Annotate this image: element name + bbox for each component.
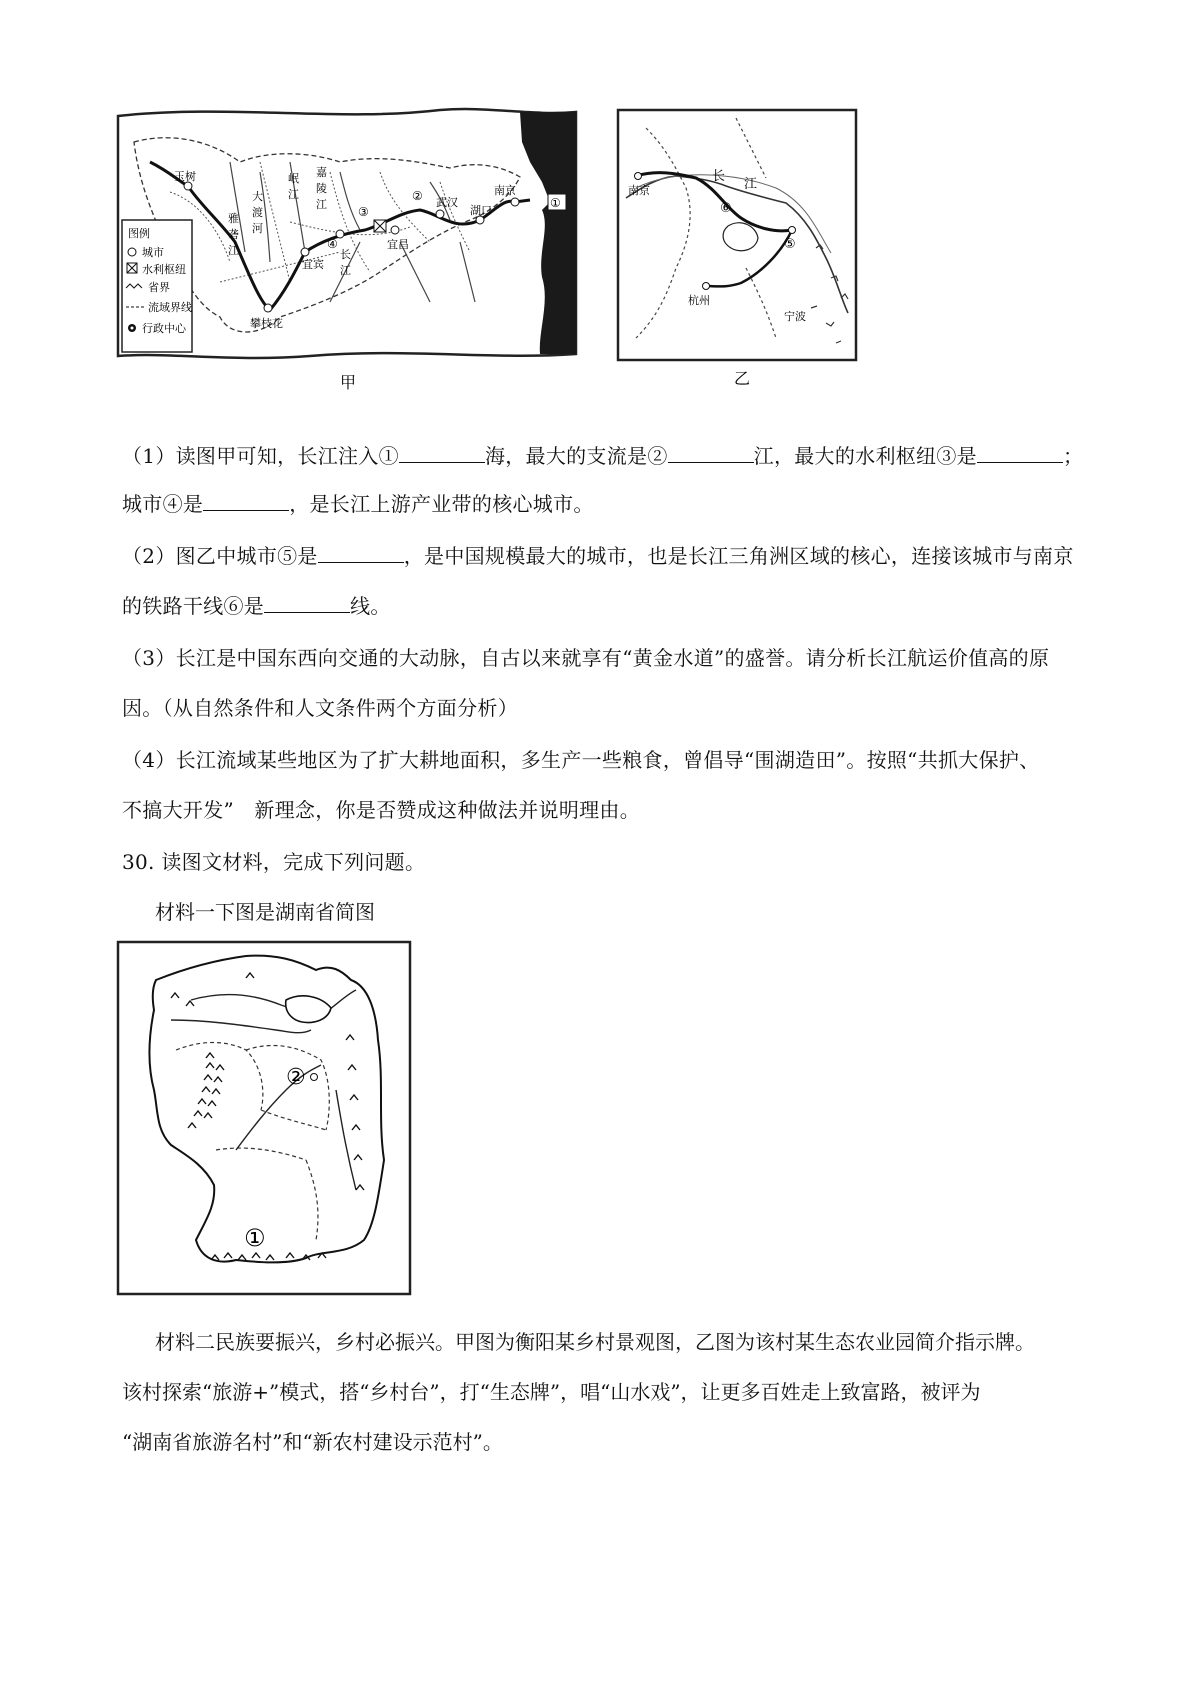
label-hangzhou: 杭州 xyxy=(688,294,710,307)
label-nanjing-jia: 南京 xyxy=(494,184,516,197)
legend-basin: 流域界线 xyxy=(148,301,192,314)
label-jiang: 江 xyxy=(744,177,758,192)
label-panzhihua: 攀枝花 xyxy=(250,317,283,330)
river-char-jiang-4: 江 xyxy=(340,264,351,277)
q3-line2: 因。（从自然条件和人文条件两个方面分析） xyxy=(122,696,518,720)
city-2-dot xyxy=(311,1074,318,1081)
q3-line1: （3）长江是中国东西向交通的大动脉，自古以来就享有“黄金水道”的盛誉。请分析长江航运价值高的原 xyxy=(122,646,1050,670)
city-nanjing-jia xyxy=(511,198,519,206)
river-char-jiang-2: 江 xyxy=(288,188,299,201)
material2-line1: 材料二民族要振兴，乡村必振兴。甲图为衡阳某乡村景观图，乙图为该村某生态农业园简介指示牌。 xyxy=(155,1330,1035,1354)
map-yi xyxy=(616,108,864,390)
city-yibin xyxy=(301,248,309,256)
material1-title: 材料一下图是湖南省简图 xyxy=(155,900,375,924)
city-yichang xyxy=(391,226,399,234)
q2-text-c: 的铁路干线⑥是 xyxy=(122,594,265,618)
river-char-ya: 雅 xyxy=(228,212,239,225)
city-nanjing-yi xyxy=(635,173,642,180)
river-char-da: 大 xyxy=(252,190,263,203)
q2-text-b: ，是中国规模最大的城市，也是长江三角洲区域的核心，连接该城市与南京 xyxy=(403,544,1074,568)
label-yichang: 宜昌 xyxy=(387,238,409,251)
answer-blank-sea[interactable] xyxy=(399,444,485,463)
river-char-he: 河 xyxy=(252,222,263,235)
river-char-du: 渡 xyxy=(252,206,263,219)
city-hukou xyxy=(476,216,484,224)
answer-blank-city5[interactable] xyxy=(318,544,404,563)
hunan-map xyxy=(116,940,414,1298)
admin-symbol-dot xyxy=(131,327,134,330)
caption-yi: 乙 xyxy=(734,369,751,388)
q30-heading: 30. 读图文材料，完成下列问题。 xyxy=(122,850,426,874)
q2-text-a: （2）图乙中城市⑤是 xyxy=(122,544,318,568)
marker-6: ⑥ xyxy=(720,201,732,216)
q1-text-c: 江，最大的水利枢纽③是 xyxy=(753,444,977,468)
legend-title: 图例 xyxy=(128,227,150,240)
label-hukou: 湖口 xyxy=(470,204,492,217)
river-char-jia: 嘉 xyxy=(316,166,327,179)
caption-jia: 甲 xyxy=(340,373,357,392)
label-wuhan: 武汉 xyxy=(436,196,458,209)
legend-dam: 水利枢纽 xyxy=(142,263,186,276)
q1-text-e: 城市④是 xyxy=(122,492,204,516)
marker-4: ④ xyxy=(327,237,338,251)
label-ningbo: 宁波 xyxy=(784,310,806,323)
hunan-marker-1: ① xyxy=(244,1224,266,1252)
label-chang: 长 xyxy=(712,169,726,184)
marker-3: ③ xyxy=(358,205,369,219)
river-char-ling: 陵 xyxy=(316,182,327,195)
river-char-jiang-3: 江 xyxy=(316,198,327,211)
answer-blank-railway[interactable] xyxy=(264,594,350,613)
marker-1: ① xyxy=(550,196,561,210)
hunan-marker-2: ② xyxy=(286,1065,306,1090)
city-5 xyxy=(789,227,796,234)
q1-line1 xyxy=(122,444,1083,468)
q2-text-d: 线。 xyxy=(350,594,391,618)
q1-line2 xyxy=(122,492,594,516)
q1-text-d: ； xyxy=(1062,444,1084,468)
q1-text-a: （1）读图甲可知，长江注入① xyxy=(122,444,399,468)
material2-line2: 该村探索“旅游+”模式，搭“乡村台”，打“生态牌”，唱“山水戏”，让更多百姓走上致富路，被评为 xyxy=(122,1380,981,1404)
label-yibin: 宜宾 xyxy=(302,258,324,271)
q2-line1 xyxy=(122,544,1074,568)
label-yushu: 玉树 xyxy=(174,170,196,183)
legend-admin: 行政中心 xyxy=(142,322,186,335)
q2-line2 xyxy=(122,594,391,618)
material2-line3: “湖南省旅游名村”和“新农村建设示范村”。 xyxy=(122,1430,503,1454)
q4-line1: （4）长江流域某些地区为了扩大耕地面积，多生产一些粮食，曾倡导“围湖造田”。按照“共抓大保护、 xyxy=(122,748,1040,772)
marker-5: ⑤ xyxy=(784,237,796,252)
city-hangzhou xyxy=(703,283,710,290)
city-symbol xyxy=(128,248,136,256)
answer-blank-city4[interactable] xyxy=(203,492,289,511)
marker-2: ② xyxy=(412,189,423,203)
label-nanjing-yi: 南京 xyxy=(628,184,650,197)
q1-text-f: ，是长江上游产业带的核心城市。 xyxy=(289,492,594,516)
legend-city: 城市 xyxy=(142,246,164,259)
river-char-jiang-1: 江 xyxy=(228,244,239,257)
river-char-chang: 长 xyxy=(340,248,351,261)
answer-blank-dam[interactable] xyxy=(977,444,1063,463)
q1-text-b: 海，最大的支流是② xyxy=(484,444,668,468)
city-yushu xyxy=(184,182,192,190)
river-char-long: 砻 xyxy=(228,228,239,241)
city-panzhihua xyxy=(264,304,272,312)
q4-line2: 不搞大开发” 新理念，你是否赞成这种做法并说明理由。 xyxy=(122,798,641,822)
answer-blank-tributary[interactable] xyxy=(668,444,754,463)
city-wuhan xyxy=(436,210,444,218)
map-jia xyxy=(110,102,590,394)
legend-province: 省界 xyxy=(148,281,170,294)
river-char-min: 岷 xyxy=(288,172,299,185)
